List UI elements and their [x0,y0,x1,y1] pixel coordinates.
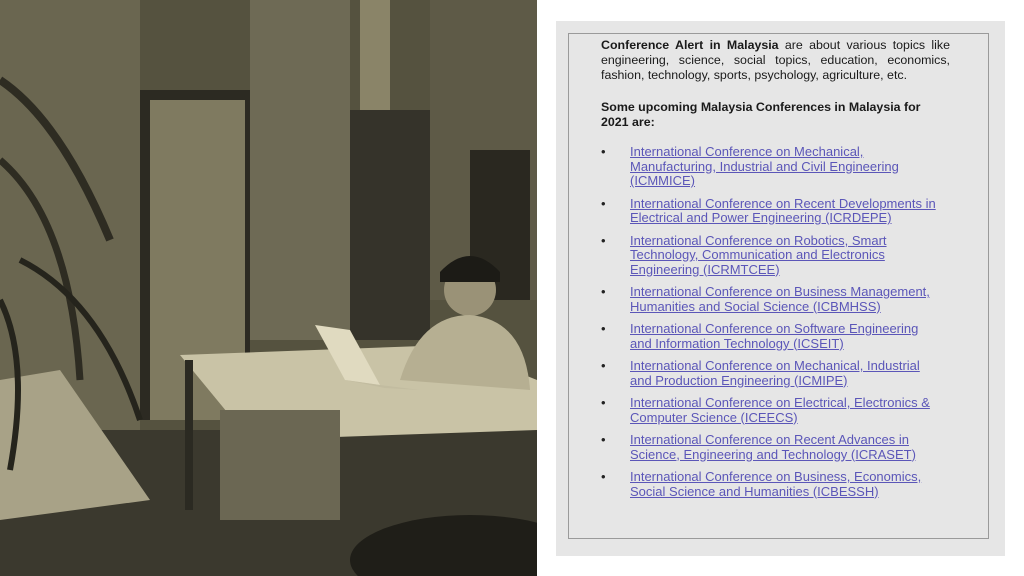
bullet-icon: • [601,144,606,159]
conference-link[interactable]: International Conference on Electrical, Electronics & Computer Science (ICEECS) [630,395,930,425]
conference-link[interactable]: International Conference on Recent Advances in Science, Engineering and Technology (ICRASET) [630,432,916,462]
intro-paragraph [601,38,950,83]
list-item [601,285,950,314]
conference-list [601,145,950,499]
list-item [601,470,950,499]
bullet-icon: • [601,469,606,484]
list-item [601,359,950,388]
list-item [601,433,950,462]
list-item [601,322,950,351]
list-item [601,396,950,425]
conference-link[interactable]: International Conference on Mechanical, Manufacturing, Industrial and Civil Engineering (ICMMICE) [630,144,899,188]
list-item [601,197,950,226]
list-item [601,145,950,189]
conference-link[interactable]: International Conference on Business, Economics, Social Science and Humanities (ICBESSH) [630,469,922,499]
conference-link[interactable]: International Conference on Mechanical, Industrial and Production Engineering (ICMIPE) [630,358,920,388]
bullet-icon: • [601,232,606,248]
bullet-icon: • [601,432,606,447]
bullet-icon: • [601,195,606,211]
bullet-icon: • [601,358,606,373]
conference-link[interactable]: International Conference on Robotics, Smart Technology, Communication and Electronics Engineering (ICRMTCEE) [630,232,887,277]
info-content [601,38,950,507]
conference-link[interactable]: International Conference on Recent Developments in Electrical and Power Engineering (ICRDEPE) [630,195,936,225]
bullet-icon: • [601,395,606,410]
bullet-icon: • [601,321,606,336]
intro-text: are about various topics like engineering, science, social topics, education, economics, fashion, technology, sports, psychology, agriculture, etc. [601,38,951,82]
list-item [601,234,950,278]
conferences-heading: Some upcoming Malaysia Conferences in Malaysia for 2021 are: [601,100,921,129]
conference-link[interactable]: International Conference on Business Management, Humanities and Social Science (ICBMHSS) [630,284,930,314]
bullet-icon: • [601,284,606,299]
conference-link[interactable]: International Conference on Software Engineering and Information Technology (ICSEIT) [630,321,919,351]
intro-lead: Conference Alert in Malaysia [601,38,779,52]
